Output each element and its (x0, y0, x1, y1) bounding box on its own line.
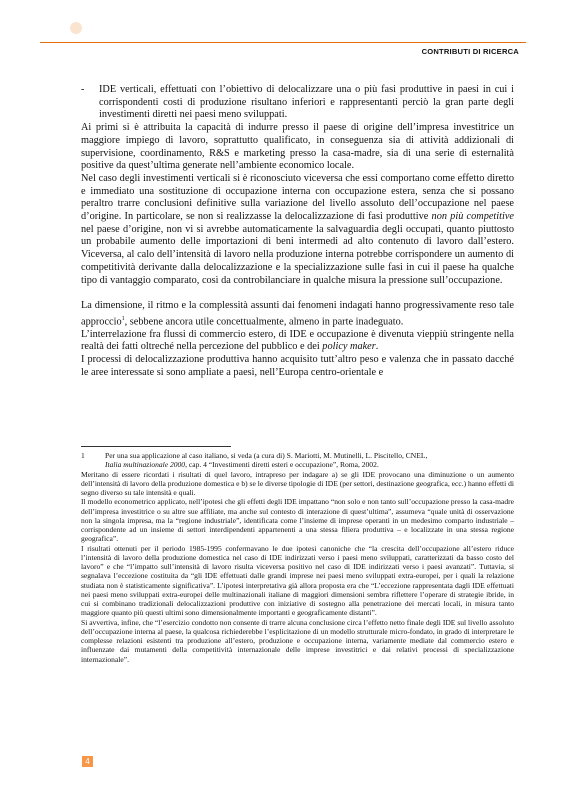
paragraph-3 (81, 300, 514, 329)
text-span: . (375, 341, 379, 353)
abbr-ide: IDE (269, 552, 282, 562)
text-span: nel paese d’origine, non vi si avrebbe automaticamente la salvaguardia degli occupati, quanto piuttosto un probabile aumento delle importazioni di beni intermedi ad alto contenuto di lavoro dall’estero. Viceversa, al calo dell’intensità di lavoro nella produzione interna potrebbe corrispondere un aumento di competitività derivante dalla delocalizzazione e la specializzazione sulle fasi in cui il paese ha qualche tipo di vantaggio comparato, così da controbilanciare in qualche misura la pressione sull’occupazione. (81, 223, 514, 286)
abbr-ide: IDE (325, 478, 338, 488)
abbr-ide: IDE (284, 497, 297, 507)
italic-title: Italia multinazionale 2000 (105, 460, 186, 470)
footnote-ref: 1 (121, 315, 125, 322)
bullet-dash: - (81, 84, 85, 95)
bullet-item (81, 84, 514, 122)
text-span: , cap. 4 “Investimenti diretti esteri e occupazione”, Roma, 2002. (185, 460, 379, 470)
section-title: CONTRIBUTI DI RICERCA (421, 47, 519, 56)
text-span: e occupazione è divenuta vieppiù stringente nella realtà dei fatti oltreché nella percezione del pubblico e dei (81, 328, 514, 353)
text-span: effettuati dalle grandi imprese nei paesi meno sviluppati extra-europei, per i quali la relazione studiata non è statisticamente significativa”. L’ipotesi interpretativa già allora proposta era che “L’eccezione rappresentata dagli (81, 571, 514, 590)
text-span: indirizzati verso i paesi meno sviluppati, caratterizzati da basso costo del lavoro” e che “l’impatto sull’intensità di lavoro risulta viceversa positivo nel caso di (81, 552, 514, 571)
abbr-ide: IDE (204, 571, 218, 581)
footnote-line (105, 451, 427, 460)
text-span: Per una sua applicazione al caso italiano, si veda (a cura di) S. Mariotti, M. Mutinelli, L. Piscitello, (105, 451, 406, 460)
footnote-paragraph (81, 544, 514, 618)
italic-phrase: policy maker (322, 341, 376, 353)
header-rule (40, 42, 526, 43)
abbr-ide: IDE (99, 84, 117, 95)
text-span: (per settori, destinazione geografica, ecc.) hanno effetti di segno diverso su tale intensità e quali. (81, 478, 514, 497)
footnote-number: 1 (81, 451, 85, 460)
footnote-paragraph (81, 470, 514, 498)
abbr-ide: IDE (442, 617, 456, 627)
text-span: sul livello assoluto dell’occupazione interna al paese, la qualcosa richiederebbe l’esplicitazione di un modello strutturale micro-fondato, in grado di interpretare le complesse relazioni esistenti tra produzione all’estero, produzione e occupazione interna, variamente mediate dal commercio estero e influenzate dai mutamenti della competitività internazionale delle imprese investitrici e dai relativi processi di specializzazione internazionale”. (81, 617, 514, 664)
footnote-1 (81, 451, 514, 460)
abbr-ide: IDE (362, 469, 376, 479)
abbr-ide: IDE (289, 328, 307, 340)
text-span: Si avvertiva, infine, che “l’esercizio condotto non consente di trarre alcuna conclusione circa l’effetto netto finale degli (81, 617, 443, 627)
text-span: La dimensione, il ritmo e la complessità assunti dai fenomeni indagati hanno progressivamente reso tale approccio (81, 299, 514, 328)
text-span: indirizzati verso i paesi avanzati”. Tuttavia, si segnalava l’eccezione costituita da “gli (81, 562, 515, 581)
text-span: Il modello econometrico applicato, nell’ipotesi che gli effetti degli (81, 497, 285, 507)
bullet-text: verticali, effettuati con l’obiettivo di delocalizzare una o più fasi produttive in paesi in cui i corrispondenti costi di produzione risultano inferiori e rappresentanti perciò la gran parte degli investimenti diretti nei paesi meno sviluppati. (99, 84, 514, 121)
text-span: effettuati nei paesi meno sviluppati extra-europei delle multinazionali italiane di maggiori dimensioni sembra riflettere l’operare di strategie ibride, in cui si combinano tradizionali delocalizzazioni produttive con iniziative di sostegno alla penetrazione dei mercati locali, in misura tanto maggiore quanto più questi ultimi sono dimensionalmente importanti e geograficamente distanti”. (81, 580, 514, 618)
paragraph-5: I processi di delocalizzazione produttiva hanno acquisito tutt’altro peso e valenza che in passato dacché le aree interessate si sono ampliate a paesi, nell’Europa centro-orientale e (81, 354, 514, 378)
paragraph-2 (81, 173, 514, 287)
text-span: impattano “non solo e non tanto sull’occupazione presso la casa-madre dell’impresa investitrice o su altre sue affiliate, ma anche sul contesto di interazione di quest’ultima”, assumeva “quale unità di osservazione non la singola impresa, ma la “regione industriale”, identificata come l’insieme di imprese operanti in un medesimo comparto industriale – corrispondente ad un insieme di settori interdipendenti appartenenti a una stessa filiera produttiva – e localizzate in una stessa regione geografica”. (81, 497, 514, 544)
header-ornament (70, 22, 82, 34)
paragraph-1: Ai primi si è attribuita la capacità di indurre presso il paese di origine dell’impresa investitrice un maggiore impiego di lavoro, soprattutto qualificato, in conseguenza sia di attività addizionali di supervisione, coordinamento, R&S e marketing presso la casa-madre, sia di una serie di esternalità positive da quest’ultima generate nell’ambiente economico locale. (81, 122, 514, 172)
footnotes (81, 451, 514, 664)
footnote-separator (81, 446, 231, 447)
footnote-paragraph (81, 618, 514, 664)
footnote-paragraph (81, 497, 514, 543)
text-span: L’interrelazione fra flussi di commercio estero, di (81, 328, 290, 340)
italic-phrase: non più competitive (431, 211, 514, 223)
paragraph-4 (81, 329, 514, 354)
text-span: I risultati ottenuti per il periodo 1985-1995 confermavano le due ipotesi canoniche che “la crescita dell’occupazione all’estero riduce l’intensità di lavoro della produzione domestica nel caso di (81, 543, 514, 562)
text-span: Nel caso degli investimenti verticali si è riconosciuto viceversa che essi comportano come effetto diretto e immediato una sostituzione di occupazione interna con occupazione estera, senza che si possano peraltro trarre conclusioni definitive sulla variazione del livello assoluto dell’occupazione nel paese d’origine. In particolare, se non si realizzasse la delocalizzazione di fasi produttive (81, 172, 514, 223)
main-text (81, 84, 514, 380)
footnote-citation (81, 460, 514, 469)
abbr-cnel: CNEL (405, 451, 426, 460)
abbr-ide: IDE (353, 562, 366, 571)
text-span: , sebbene ancora utile concettualmente, almeno in parte inadeguato. (124, 316, 404, 328)
page-number: 4 (82, 756, 93, 767)
text-span: , (425, 451, 428, 460)
text-span: provocano una diminuzione o un aumento dell’intensità di lavoro della produzione domestica e b) se le diverse tipologie di (81, 469, 514, 488)
text-span: Meritano di essere ricordati i risultati di quel lavoro, intrapreso per indagare a) se gli (81, 469, 363, 479)
paragraph-gap (81, 287, 514, 300)
abbr-ide: IDE (472, 580, 485, 590)
